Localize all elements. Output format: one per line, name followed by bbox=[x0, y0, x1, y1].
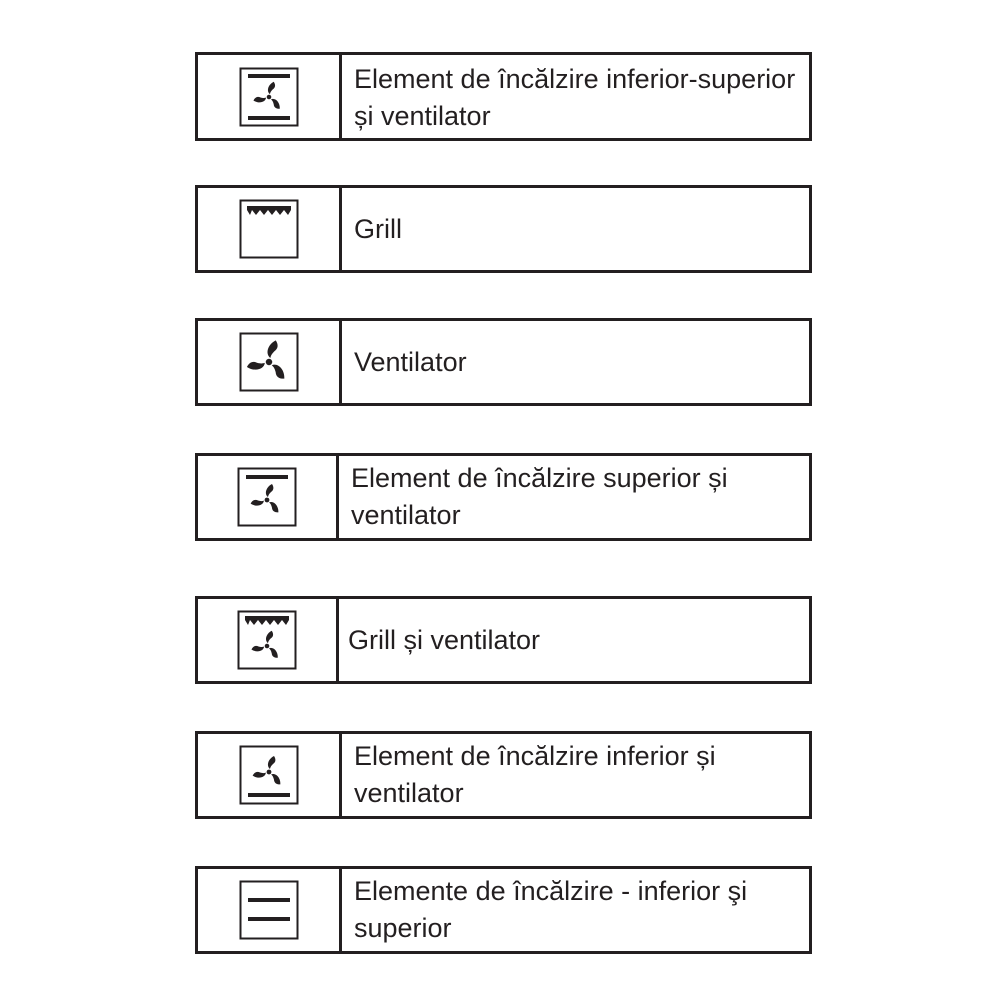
grill-fan-icon bbox=[237, 610, 297, 670]
mode-label: Grill și ventilator bbox=[348, 624, 541, 655]
mode-row bbox=[195, 52, 812, 141]
icon-cell bbox=[198, 869, 342, 951]
icon-cell bbox=[198, 55, 342, 138]
fan-icon bbox=[239, 332, 299, 392]
mode-row bbox=[195, 866, 812, 954]
grill-icon bbox=[239, 199, 299, 259]
mode-label: Element de încălzire inferior-superior și ventilator bbox=[354, 63, 796, 131]
mode-label: Element de încălzire superior și ventilator bbox=[351, 463, 728, 530]
mode-label: Ventilator bbox=[354, 346, 467, 377]
icon-cell bbox=[198, 321, 342, 403]
icon-cell bbox=[198, 599, 339, 681]
mode-row bbox=[195, 318, 812, 406]
icon-cell bbox=[198, 734, 342, 816]
bottom-top-heating-fan-icon bbox=[239, 67, 299, 127]
bottom-top-heating-icon bbox=[239, 880, 299, 940]
mode-row bbox=[195, 453, 812, 541]
icon-cell bbox=[198, 456, 339, 538]
mode-label: Elemente de încălzire - inferior şi superior bbox=[354, 876, 748, 943]
icon-cell bbox=[198, 188, 342, 270]
mode-label: Element de încălzire inferior și ventilator bbox=[354, 741, 716, 808]
mode-row bbox=[195, 731, 812, 819]
mode-row bbox=[195, 185, 812, 273]
mode-label: Grill bbox=[354, 213, 402, 244]
mode-row bbox=[195, 596, 812, 684]
bottom-heating-fan-icon bbox=[239, 745, 299, 805]
top-heating-fan-icon bbox=[237, 467, 297, 527]
